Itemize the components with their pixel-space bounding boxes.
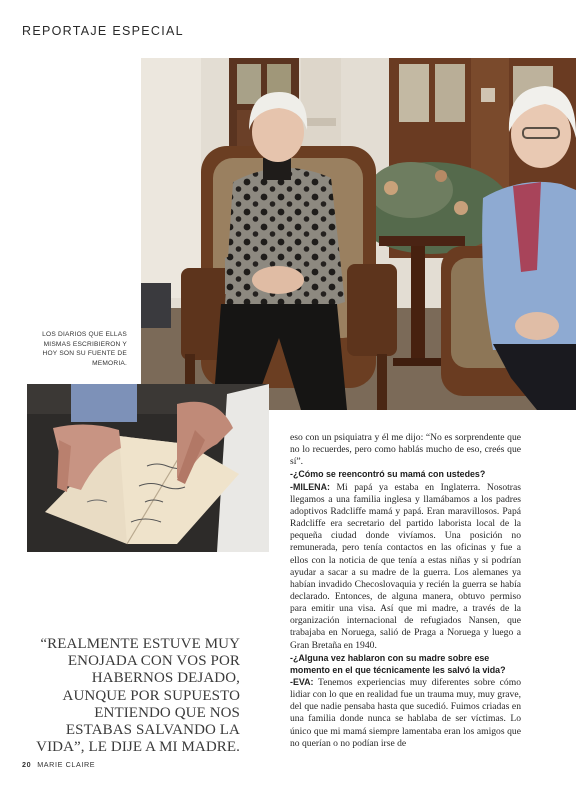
speaker-label: -MILENA: [290, 481, 330, 492]
answer-text: Tenemos experiencias muy diferentes sobre cómo lidiar con lo que en realidad fue un trauma muy, muy grave, del que nadie pensaba hasta que sucedió. Fuimos criadas en una familia donde nunca se hablaba de ser víctimas. Lo único que mi mamá siempre lamentaba eran los amigos que no querían o no podían irse de [290, 676, 521, 749]
page-number: 20 [22, 760, 32, 769]
main-photo [141, 58, 576, 410]
diary-photo [27, 384, 269, 552]
article-paragraph: eso con un psiquiatra y él me dijo: “No es sorprendente que no lo recuerdes, pero como hablás mucho de eso, creés que sí”. [290, 432, 521, 468]
interview-question: -¿Cómo se reencontró su mamá con ustedes? [290, 469, 486, 480]
page-footer [22, 760, 95, 769]
photo-caption: LOS DIARIOS QUE ELLAS MISMAS ESCRIBIERON Y HOY SON SU FUENTE DE MEMORIA. [42, 331, 127, 367]
article-paragraph [290, 481, 521, 652]
interview-question: -¿Alguna vez hablaron con su madre sobre ese momento en el que técnicamente les salvó la vida? [290, 652, 506, 675]
magazine-name: MARIE CLAIRE [37, 760, 96, 769]
article-paragraph [290, 676, 521, 750]
answer-text: Mi papá ya estaba en Inglaterra. Nosotras llegamos a una familia inglesa y llamábamos a los padres adoptivos Radcliffe mamá y papá. Eran maravillosos. Papá Radcliffe era secretario del partido laborista local de la pequeña ciudad donde vivíamos. Una posición no remunerada, pero tenía contactos en las oficinas y fue a ellos con la noticia de que tenía a estas niñas y si podrían ayudar a sacar a su madre de la guerra. Los alemanes ya habían invadido Checoslovaquia y recién la guerra se había declarado. Entonces, de alguna manera, obtuvo permiso para emitir una visa. Así que mi madre, a través de la organización internacional de refugiados Nansen, que trabajaba en Noruega, salió de Praga a Noruega y luego a Gran Bretaña en 1940. [290, 481, 521, 651]
pull-quote: “REALMENTE ESTUVE MUY ENOJADA CON VOS POR HABERNOS DEJADO, AUNQUE POR SUPUESTO ENTIENDO QUE NOS ESTABAS SALVANDO LA VIDA”, LE DIJE A MI MADRE. [36, 636, 240, 756]
section-title: REPORTAJE ESPECIAL [22, 24, 184, 38]
speaker-label: -EVA: [290, 676, 314, 687]
article-column [290, 432, 521, 750]
